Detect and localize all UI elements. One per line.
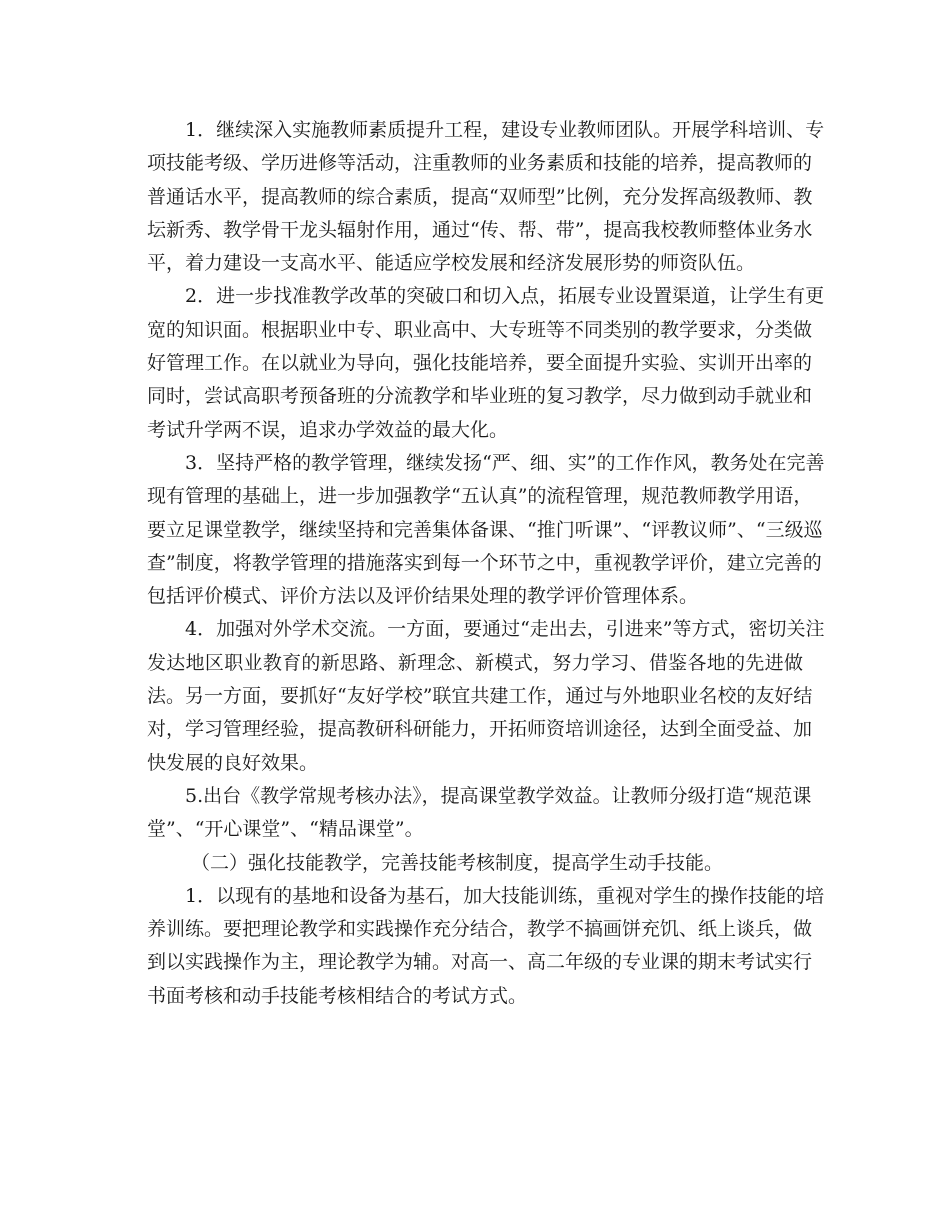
text-line: 2．进一步找准教学改革的突破口和切入点，拓展专业设置渠道，让学生有更 (185, 285, 825, 308)
text-line: 快发展的良好效果。 (147, 751, 319, 774)
paragraph (147, 280, 825, 446)
text-line: 3．坚持严格的教学管理，继续发扬“严、细、实”的工作作风，教务处在完善 (185, 451, 825, 474)
paragraph (147, 780, 812, 847)
text-line: 5.出台《教学常规考核办法》，提高课堂教学效益。让教师分级打造“规范课 (185, 784, 812, 807)
text-line: 宽的知识面。根据职业中专、职业高中、大专班等不同类别的教学要求，分类做 (147, 318, 813, 341)
text-line: 好管理工作。在以就业为导向，强化技能培养，要全面提升实验、实训开出率的 (147, 352, 813, 375)
text-line: 查”制度，将教学管理的措施落实到每一个环节之中，重视教学评价，建立完善的 (147, 551, 822, 574)
document-page (147, 114, 825, 1013)
paragraph (147, 847, 803, 880)
text-line: 对，学习管理经验，提高教研科研能力，开拓师资培训途径，达到全面受益、加 (147, 718, 813, 741)
paragraph (147, 880, 825, 1013)
paragraph (147, 114, 825, 280)
text-line: 发达地区职业教育的新思路、新理念、新模式，努力学习、借鉴各地的先进做 (147, 651, 803, 674)
text-line: 考试升学两不误，追求办学效益的最大化。 (147, 418, 509, 441)
text-line: 项技能考级、学历进修等活动，注重教师的业务素质和技能的培养，提高教师的 (147, 152, 813, 175)
text-line: 堂”、“开心课堂”、“精品课堂”。 (147, 818, 424, 841)
text-line: 法。另一方面，要抓好“友好学校”联宜共建工作，通过与外地职业名校的友好结 (147, 685, 813, 708)
paragraph (147, 613, 825, 779)
text-line: 坛新秀、教学骨干龙头辐射作用，通过“传、帮、带”，提高我校教师整体业务水 (147, 218, 813, 241)
text-line: 书面考核和动手技能考核相结合的考试方式。 (147, 984, 528, 1007)
text-line: 同时，尝试高职考预备班的分流教学和毕业班的复习教学，尽力做到动手就业和 (147, 385, 813, 408)
text-line: 普通话水平，提高教师的综合素质，提高“双师型”比例，充分发挥高级教师、教 (147, 185, 813, 208)
text-line: （二）强化技能教学，完善技能考核制度，提高学生动手技能。 (191, 851, 724, 874)
text-line: 4．加强对外学术交流。一方面，要通过“走出去，引进来”等方式，密切关注 (185, 618, 825, 641)
text-line: 现有管理的基础上，进一步加强教学“五认真”的流程管理，规范教师教学用语， (147, 485, 813, 508)
text-line: 1．继续深入实施教师素质提升工程，建设专业教师团队。开展学科培训、专 (185, 119, 825, 141)
text-line: 到以实践操作为主，理论教学为辅。对高一、高二年级的专业课的期末考试实行 (147, 951, 813, 974)
text-line: 1．以现有的基地和设备为基石，加大技能训练，重视对学生的操作技能的培 (185, 884, 825, 907)
text-line: 平，着力建设一支高水平、能适应学校发展和经济发展形势的师资队伍。 (147, 252, 756, 275)
paragraph (147, 447, 825, 613)
text-line: 要立足课堂教学，继续坚持和完善集体备课、“推门听课”、“评教议师”、“三级巡 (147, 518, 823, 541)
text-line: 包括评价模式、评价方法以及评价结果处理的教学评价管理体系。 (147, 585, 699, 608)
text-line: 养训练。要把理论教学和实践操作充分结合，教学不搞画饼充饥、纸上谈兵，做 (147, 918, 813, 941)
